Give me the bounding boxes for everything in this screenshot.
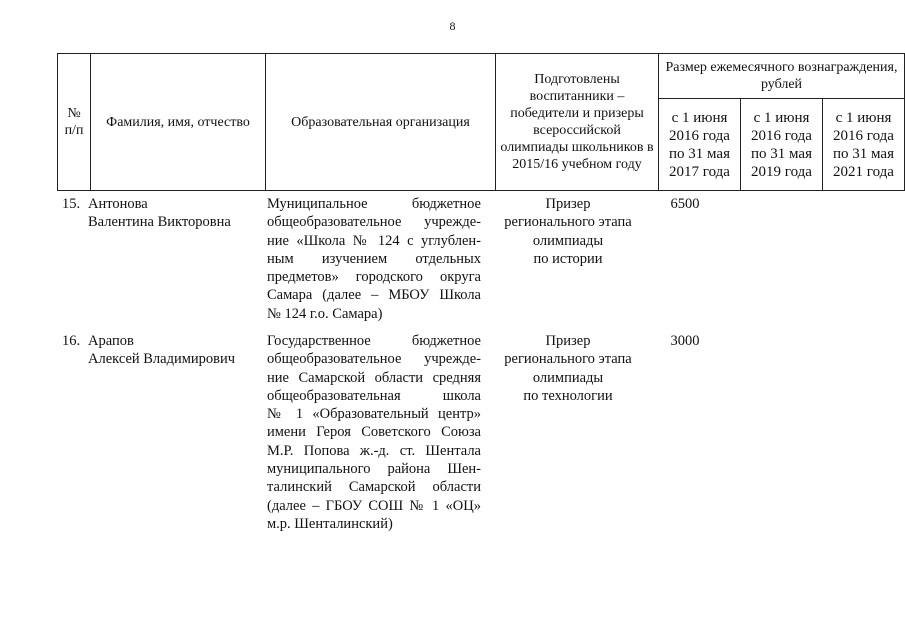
header-name: Фамилия, имя, отчество — [91, 54, 266, 191]
organization-line: общеобразовательное учрежде- — [267, 214, 481, 231]
organization-line: (далее – ГБОУ СОШ № 1 «ОЦ» — [267, 497, 481, 514]
header-award: Размер ежемесячного вознаграждения, рублей — [659, 54, 905, 99]
header-period-3: с 1 июня 2016 года по 31 мая 2021 года — [823, 99, 905, 191]
header-table — [57, 53, 905, 191]
award-amount: 3000 — [670, 333, 700, 349]
olympiad-line: регионального этапа — [504, 214, 632, 231]
organization-line: № 1 «Образовательный центр» — [267, 406, 481, 423]
organization-line: ние Самарской области средняя — [267, 369, 481, 386]
person-name — [88, 195, 231, 232]
organization-line: общеобразовательное учрежде- — [267, 351, 481, 368]
organization-line: муниципального района Шен- — [267, 461, 481, 478]
person-surname: Антонова — [88, 196, 148, 212]
organization-line: М.Р. Попова ж.-д. ст. Шентала — [267, 442, 481, 459]
person-given-names: Валентина Викторовна — [88, 214, 231, 231]
olympiad-line: Призер — [545, 196, 591, 212]
organization-line: Государственное бюджетное — [267, 333, 481, 349]
organization-line: ным изучением отдельных — [267, 250, 481, 267]
header-olympiad: Подготовлены воспитанники – победители и призеры всероссийской олимпиады школьников в 2015/16 учебном году — [496, 54, 659, 191]
organization-line: имени Героя Советского Союза — [267, 424, 481, 441]
olympiad-line: по истории — [533, 250, 603, 267]
organization-line: Самара (далее – МБОУ Школа — [267, 287, 481, 304]
award-amount: 6500 — [670, 196, 700, 212]
organization — [267, 332, 481, 533]
row-number: 16. — [62, 333, 81, 349]
person-name — [88, 332, 235, 369]
olympiad-line: регионального этапа — [504, 351, 632, 368]
header-no: № п/п — [58, 54, 91, 191]
organization — [267, 195, 481, 323]
olympiad-line: олимпиады — [532, 232, 604, 249]
organization-line: м.р. Шенталинский) — [267, 515, 393, 532]
organization-line: талинский Самарской области — [267, 479, 481, 496]
header-period-2: с 1 июня 2016 года по 31 мая 2019 года — [741, 99, 823, 191]
row-number: 15. — [62, 196, 81, 212]
person-surname: Арапов — [88, 333, 134, 349]
organization-line: № 124 г.о. Самара) — [267, 305, 383, 322]
organization-line: общеобразовательная школа — [267, 387, 481, 404]
olympiad-result — [488, 332, 648, 405]
organization-line: ние «Школа № 124 с углублен- — [267, 232, 481, 249]
header-org: Образовательная организация — [266, 54, 496, 191]
header-period-1: с 1 июня 2016 года по 31 мая 2017 года — [659, 99, 741, 191]
person-given-names: Алексей Владимирович — [88, 351, 236, 368]
olympiad-line: по технологии — [523, 387, 613, 404]
page-number: 8 — [449, 19, 456, 33]
organization-line: Муниципальное бюджетное — [267, 196, 481, 212]
organization-line: предметов» городского округа — [267, 269, 481, 286]
olympiad-line: олимпиады — [532, 369, 604, 386]
olympiad-line: Призер — [545, 333, 591, 349]
olympiad-result — [488, 195, 648, 268]
